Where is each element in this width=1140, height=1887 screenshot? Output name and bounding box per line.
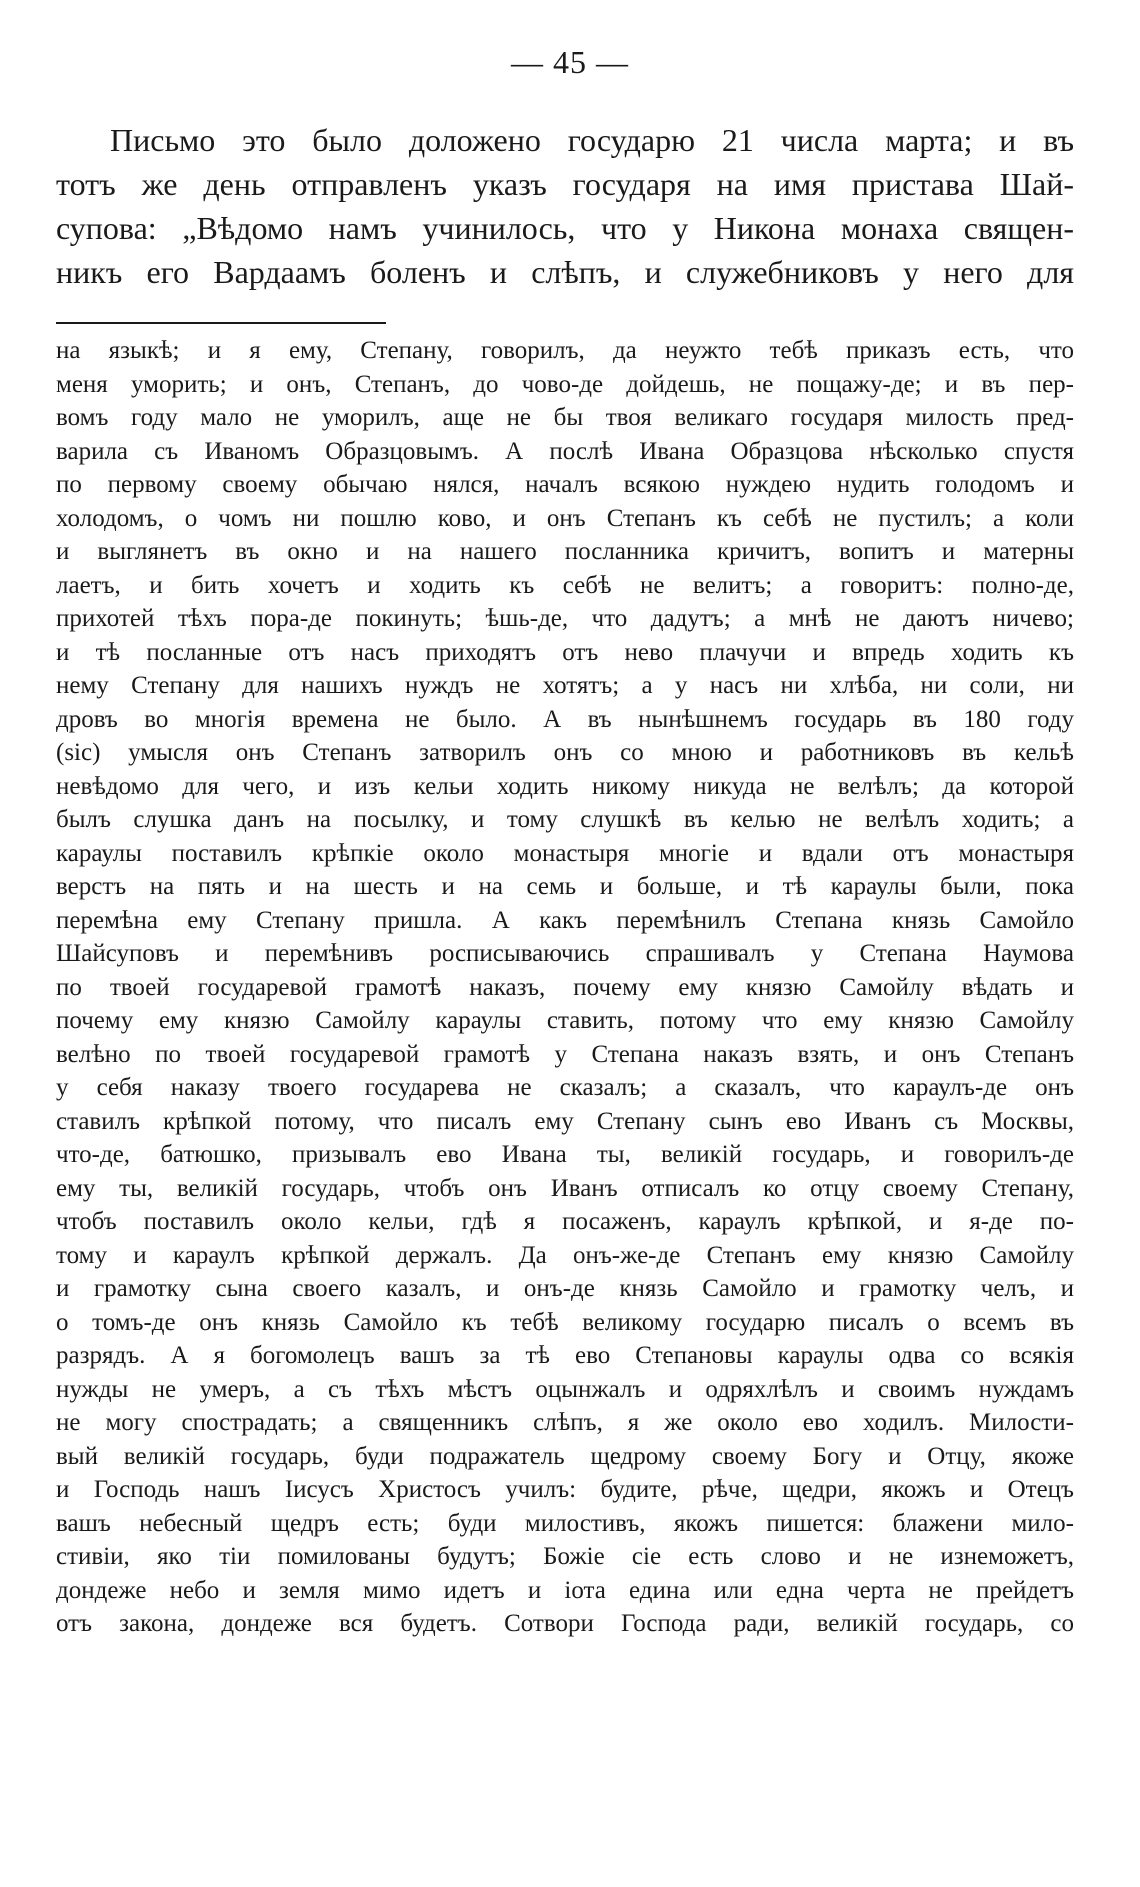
page-number: — 45 —	[511, 44, 629, 80]
footnote-line: что-де, батюшко, призывалъ ево Ивана ты, великій государь, и говорилъ-де	[56, 1141, 1074, 1168]
footnote-line: прихотей тѣхъ пора-де покинуть; ѣшь-де, что дадутъ; а мнѣ не даютъ ничево;	[56, 605, 1074, 632]
footnote-line: холодомъ, о чомъ ни пошлю ково, и онъ Степанъ къ себѣ не пустилъ; а коли	[56, 504, 1074, 532]
footnote-line: стивіи, яко тіи помилованы будутъ; Божіе сіе есть слово и не изнеможетъ,	[56, 1543, 1074, 1570]
footnote-line: вомъ году мало не уморилъ, аще не бы твоя великаго государя милость пред-	[56, 404, 1074, 431]
footnote-line: невѣдомо для чего, и изъ кельи ходить никому никуда не велѣлъ; да которой	[56, 772, 1074, 800]
footnote-line: вашъ небесный щедръ есть; буди милостивъ, якожъ пишется: блажени мило-	[56, 1509, 1074, 1537]
footnote-line: не могу спострадать; а священникъ слѣпъ, я же около ево ходилъ. Милости-	[56, 1409, 1074, 1436]
footnote-divider	[56, 322, 386, 324]
footnote	[56, 334, 1074, 1641]
footnote-line: нему Степану для нашихъ нуждъ не хотятъ; а у насъ ни хлѣба, ни соли, ни	[56, 672, 1074, 699]
footnote-line: верстъ на пять и на шесть и на семь и больше, и тѣ караулы были, пока	[56, 873, 1074, 900]
footnote-line: караулы поставилъ крѣпкіе около монастыря многіе и вдали отъ монастыря	[56, 839, 1074, 867]
footnote-line: дондеже небо и земля мимо идетъ и іота едина или една черта не прейдетъ	[56, 1576, 1074, 1604]
footnote-line: по первому своему обычаю нялся, началъ всякою нуждею нудить голодомъ и	[56, 471, 1074, 498]
footnote-line: меня уморить; и онъ, Степанъ, до чово-де дойдешь, не пощажу-де; и въ пер-	[56, 370, 1074, 398]
footnote-line: по твоей государевой грамотѣ наказъ, почему ему князю Самойлу вѣдать и	[56, 973, 1074, 1001]
main-text-line: супова: „Вѣдомо намъ учинилось, что у Никона монаха священ-	[56, 210, 1074, 246]
footnote-line: отъ закона, дондеже вся будетъ. Сотвори Господа ради, великій государь, со	[56, 1610, 1074, 1637]
main-text-line: Письмо это было доложено государю 21 числа марта; и въ	[110, 122, 1074, 158]
footnote-line: на языкѣ; и я ему, Степану, говорилъ, да неужто тебѣ приказъ есть, что	[56, 337, 1074, 364]
footnote-line: и тѣ посланные отъ насъ приходятъ отъ нево плачучи и впредь ходить къ	[56, 638, 1074, 666]
footnote-line: нужды не умеръ, а съ тѣхъ мѣстъ оцынжалъ и одряхлѣлъ и своимъ нуждамъ	[56, 1375, 1074, 1403]
footnote-line: и грамотку сына своего казалъ, и онъ-де князь Самойло и грамотку челъ, и	[56, 1275, 1074, 1302]
footnote-line: велѣно по твоей государевой грамотѣ у Степана наказъ взять, и онъ Степанъ	[56, 1040, 1074, 1068]
main-text-line: никъ его Вардаамъ боленъ и слѣпъ, и служебниковъ у него для	[56, 254, 1074, 290]
footnote-line: почему ему князю Самойлу караулы ставить, потому что ему князю Самойлу	[56, 1007, 1074, 1034]
footnote-line: ставилъ крѣпкой потому, что писалъ ему Степану сынъ ево Иванъ съ Москвы,	[56, 1107, 1074, 1135]
footnote-line: и выглянетъ въ окно и на нашего посланника кричитъ, вопитъ и матерны	[56, 538, 1074, 565]
footnote-line: вый великій государь, буди подражатель щедрому своему Богу и Отцу, якоже	[56, 1442, 1074, 1470]
footnote-line: и Господь нашъ Іисусъ Христосъ училъ: будите, рѣче, щедри, якожъ и Отецъ	[56, 1476, 1074, 1503]
footnote-line: дровъ во многія времена не было. А въ нынѣшнемъ государь въ 180 году	[56, 705, 1074, 733]
footnote-line: лаетъ, и бить хочетъ и ходить къ себѣ не велитъ; а говоритъ: полно-де,	[56, 571, 1074, 599]
footnote-line: перемѣна ему Степану пришла. А какъ перемѣнилъ Степана князь Самойло	[56, 906, 1074, 934]
footnote-line: ему ты, великій государь, чтобъ онъ Иванъ отписалъ ко отцу своему Степану,	[56, 1174, 1074, 1202]
footnote-line: тому и караулъ крѣпкой держалъ. Да онъ-же-де Степанъ ему князю Самойлу	[56, 1241, 1074, 1269]
footnote-line: былъ слушка данъ на посылку, и тому слушкѣ въ келью не велѣлъ ходить; а	[56, 806, 1074, 833]
footnote-line: варила съ Иваномъ Образцовымъ. А послѣ Ивана Образцова нѣсколько спустя	[56, 437, 1074, 465]
footnote-line: (sic) умысля онъ Степанъ затворилъ онъ со мною и работниковъ въ кельѣ	[56, 739, 1074, 766]
main-text	[56, 118, 1074, 294]
footnote-line: разрядъ. А я богомолецъ вашъ за тѣ ево Степановы караулы одва со всякія	[56, 1342, 1074, 1369]
footnote-line: о томъ-де онъ князь Самойло къ тебѣ великому государю писалъ о всемъ въ	[56, 1308, 1074, 1336]
footnote-line: у себя наказу твоего государева не сказалъ; а сказалъ, что караулъ-де онъ	[56, 1074, 1074, 1101]
footnote-line: чтобъ поставилъ около кельи, гдѣ я посаженъ, караулъ крѣпкой, и я-де по-	[56, 1208, 1074, 1235]
footnote-line: Шайсуповъ и перемѣнивъ росписываючись спрашивалъ у Степана Наумова	[56, 940, 1074, 967]
main-text-line: тотъ же день отправленъ указъ государя на имя пристава Шай-	[56, 166, 1074, 202]
